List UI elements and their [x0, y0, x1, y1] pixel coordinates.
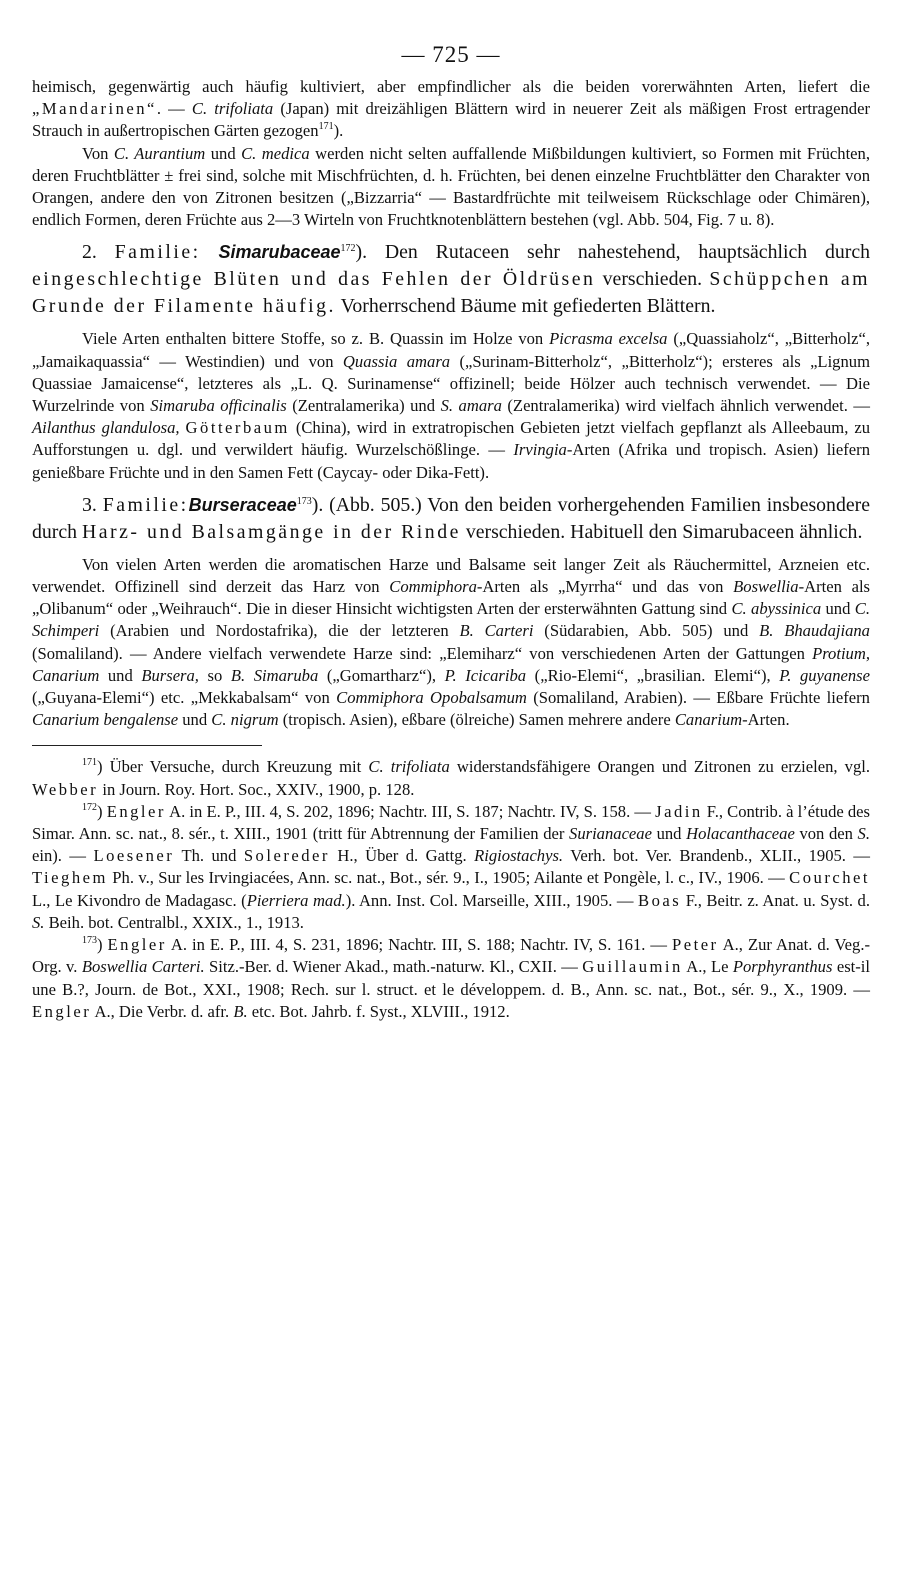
footnote-172: $^{172}$) Engler A. in E. P., III. 4, S. 202, 1896; Nachtr. III, S. 187; Nachtr. IV, S. 158. — Jadin F., Contrib. à l’étude des Simar. Ann. sc. nat., 8. sér., t. XIII., 1901 (tritt für Abtrennung der Familien der Surianaceae und Holacanthaceae von den S. ein). — Loesener Th. und Solereder H., Über d. Gattg. Rigiostachys. Verh. bot. Ver. Brandenb., XLII., 1905. — Tieghem Ph. v., Sur les Irvingiacées, Ann. sc. nat., Bot., sér. 9., I., 1905; Ailante et Pongèle, l. c., IV., 1906. — Courchet L., Le Kivondro de Madagasc. (Pierriera mad.). Ann. Inst. Col. Marseille, XIII., 1905. — Boas F., Beitr. z. Anat. u. Syst. d. S. Beih. bot. Centralbl., XXIX., 1., 1913.	[32, 801, 871, 932]
footnote-171: $^{171}$) Über Versuche, durch Kreuzung mit C. trifoliata widerstandsfähigere Orangen und Zitronen zu erzielen, vgl. Webber in Journ. Roy. Hort. Soc., XXIV., 1900, p. 128.	[32, 757, 871, 799]
footnote-divider	[32, 745, 262, 746]
paragraph-simarubaceae-uses: Viele Arten enthalten bittere Stoffe, so z. B. Quassin im Holze von Picrasma excelsa („Quassiaholz“, „Bitterholz“, „Jamaikaquassia“ — Westindien) und von Quassia amara („Surinam-Bitterholz“, „Bitterholz“); ersteres als „Lignum Quassiae Jamaicense“, letzteres als „L. Q. Surinamense“ offizinell; beide Hölzer auch technisch verwendet. — Die Wurzelrinde von Simaruba officinalis (Zentralamerika) und S. amara (Zentralamerika) wird vielfach ähnlich verwendet. — Ailanthus glandulosa, Götterbaum (China), wird in extratropischen Gebieten jetzt vielfach gepflanzt als Alleebaum, zu Aufforstungen u. dgl. und verwildert häufig. Wurzelschößlinge. — Irvingia-Arten (Afrika und tropisch. Asien) liefern genießbare Früchte und in den Samen Fett (Caycay- oder Dika-Fett).	[32, 329, 871, 482]
paragraph-citrus-continued: heimisch, gegenwärtig auch häufig kultiviert, aber empfindlicher als die beiden vorerwähnten Arten, liefert die „Mandarinen“. — C. trifoliata (Japan) mit dreizähligen Blättern wird in neuerer Zeit als mäßigen Frost ertragender Strauch in außertropischen Gärten gezogen$^{171}$).	[32, 77, 870, 141]
footnote-ref-173: 173	[296, 495, 312, 507]
family-burseraceae-heading: 3. Familie:Burseraceae$^{173}$). (Abb. 505.) Von den beiden vorhergehenden Familien insbesondere durch Harz- und Balsamgänge in der Rinde verschieden. Habituell den Simarubaceen ähnlich.	[32, 493, 870, 543]
family-name-simarubaceae: Simarubaceae	[218, 242, 341, 263]
page-number: — 725 —	[401, 42, 501, 67]
paragraph-citrus-malformations: Von C. Aurantium und C. medica werden nicht selten auffallende Mißbildungen kultiviert, so Formen mit Früchten, deren Fruchtblätter ± frei sind, solche mit Mischfrüchten, d. h. Früchten, bei denen einzelne Fruchtblätter den Charakter von Orangen, andere den von Zitronen besitzen („Bizzarria“ — Bastardfrüchte mit teilweisem Rückschlage oder Chimären), endlich Formen, deren Früchte aus 2—3 Wirteln von Fruchtknotenblättern bestehen (vgl. Abb. 504, Fig. 7 u. 8).	[32, 143, 870, 230]
footnote-ref-171: 171	[318, 121, 334, 133]
footnote-173: $^{173}$) Engler A. in E. P., III. 4, S. 231, 1896; Nachtr. III, S. 188; Nachtr. IV, S. 161. — Peter A., Zur Anat. d. Veg.-Org. v. Boswellia Carteri. Sitz.-Ber. d. Wiener Akad., math.-naturw. Kl., CXII. — Guillaumin A., Le Porphyranthus est-il une B.?, Journ. de Bot., XXI., 1908; Rech. sur l. struct. et le développem. d. B., Ann. sc. nat., Bot., sér. 9., X., 1909. — Engler A., Die Verbr. d. afr. B. etc. Bot. Jahrb. f. Syst., XLVIII., 1912.	[32, 935, 871, 1021]
book-page	[32, 42, 870, 1023]
paragraph-burseraceae-uses: Von vielen Arten werden die aromatischen Harze und Balsame seit langer Zeit als Räuchermittel, Arzneien etc. verwendet. Offizinell sind derzeit das Harz von Commiphora-Arten als „Myrrha“ und das von Boswellia-Arten als „Olibanum“ oder „Weihrauch“. Die in dieser Hinsicht wichtigsten Arten der ersterwähnten Gattung sind C. abyssinica und C. Schimperi (Arabien und Nordostafrika), die der letzteren B. Carteri (Südarabien, Abb. 505) und B. Bhaudajiana (Somaliland). — Andere vielfach verwendete Harze sind: „Elemiharz“ von verschiedenen Arten der Gattungen Protium, Canarium und Bursera, so B. Simaruba („Gomartharz“), P. Icicariba („Rio-Elemi“, „brasilian. Elemi“), P. guyanense („Guyana-Elemi“) etc. „Mekkabalsam“ von Commiphora Opobalsamum (Somaliland, Arabien). — Eßbare Früchte liefern Canarium bengalense und C. nigrum (tropisch. Asien), eßbare (ölreiche) Samen mehrere andere Canarium-Arten.	[32, 554, 871, 730]
family-simarubaceae-heading: 2. Familie: Simarubaceae$^{172}$). Den Rutaceen sehr nahestehend, hauptsächlich durch eingeschlechtige Blüten und das Fehlen der Öldrüsen verschieden. Schüppchen am Grunde der Filamente häufig. Vorherrschend Bäume mit gefiederten Blättern.	[32, 241, 870, 318]
footnote-ref-172: 172	[340, 243, 356, 255]
family-name-burseraceae: Burseraceae	[188, 494, 297, 515]
